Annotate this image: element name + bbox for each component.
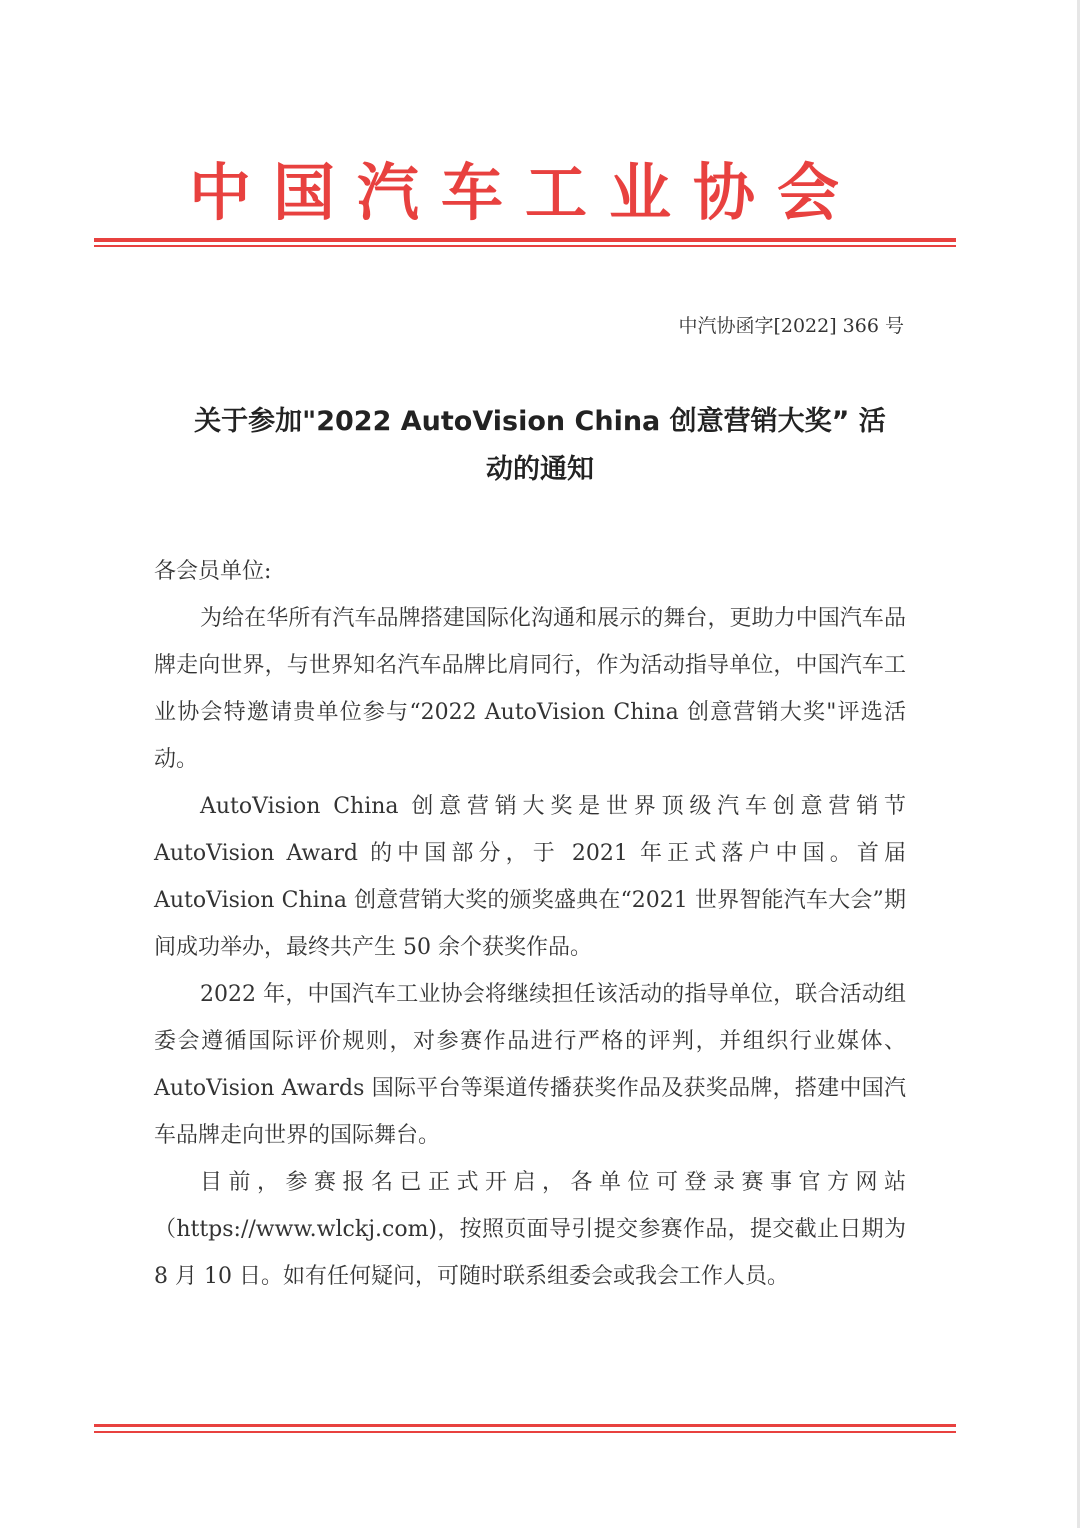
letter-body [154,548,906,1300]
header-red-rule [94,238,956,242]
document-title-line-1: 关于参加"2022 AutoVision China 创意营销大奖” 活 [194,406,886,437]
document-title [140,398,940,494]
document-title-line-2: 动的通知 [486,454,594,485]
organization-letterhead-title: 中国汽车工业协会 [188,156,861,229]
header-red-rule-thin [94,245,956,247]
paragraph-award-background: AutoVision China 创意营销大奖是世界顶级汽车创意营销节 AutoVision Award 的中国部分，于 2021 年正式落户中国。首届 AutoVision China 创意营销大奖的颁奖盛典在“2021 世界智能汽车大会”期间成功举办，最终共产生 50 余个获奖作品。 [154,794,906,960]
salutation: 各会员单位: [154,559,272,584]
footer-red-rule-thin [94,1431,956,1433]
paragraph-registration: 目前，参赛报名已正式开启，各单位可登录赛事官方网站（https://www.wlckj.com)，按照页面导引提交参赛作品，提交截止日期为 8 月 10 日。如有任何疑问，可随时联系组委会或我会工作人员。 [154,1170,906,1289]
footer-red-rule [94,1424,956,1427]
paragraph-2022-plan: 2022 年，中国汽车工业协会将继续担任该活动的指导单位，联合活动组委会遵循国际评价规则，对参赛作品进行严格的评判，并组织行业媒体、AutoVision Awards 国际平台等渠道传播获奖作品及获奖品牌，搭建中国汽车品牌走向世界的国际舞台。 [154,982,906,1148]
paragraph-invitation: 为给在华所有汽车品牌搭建国际化沟通和展示的舞台，更助力中国汽车品牌走向世界，与世界知名汽车品牌比肩同行，作为活动指导单位，中国汽车工业协会特邀请贵单位参与“2022 AutoVision China 创意营销大奖"评选活动。 [154,606,906,772]
document-number: 中汽协函字[2022] 366 号 [678,315,904,337]
